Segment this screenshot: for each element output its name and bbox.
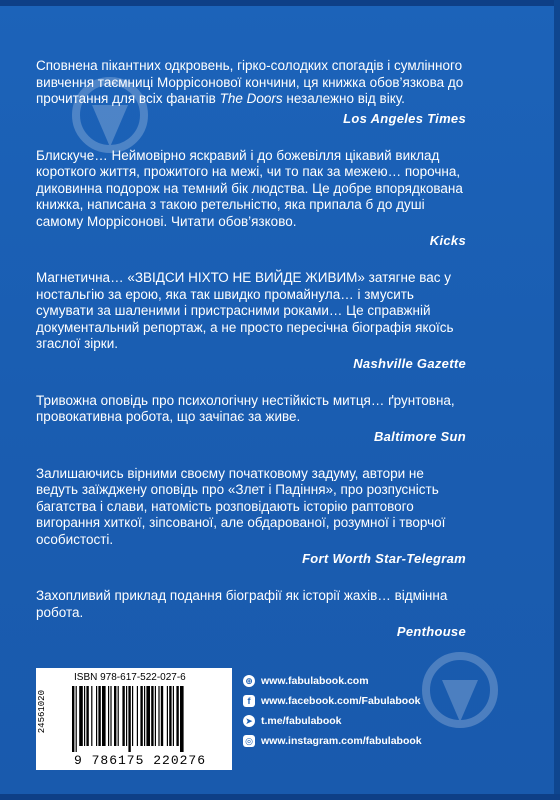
facebook-icon: f	[243, 695, 255, 707]
review-source: Nashville Gazette	[353, 355, 466, 371]
review-source: Los Angeles Times	[343, 110, 466, 126]
social-links	[243, 672, 422, 752]
instagram-icon: ◎	[243, 735, 255, 747]
review-source: Baltimore Sun	[373, 428, 466, 444]
publisher-watermark-icon	[420, 650, 500, 760]
social-link-instagram[interactable]	[243, 732, 422, 750]
isbn-barcode-block	[36, 668, 232, 770]
social-link-text[interactable]: www.facebook.com/Fabulabook	[261, 695, 421, 707]
review-source: Fort Worth Star-Telegram	[302, 551, 466, 566]
barcode-number: 9 786175 220276	[74, 753, 207, 768]
review-item	[36, 466, 466, 567]
barcode-side-code: 24561020	[37, 690, 47, 734]
review-source: Kicks	[429, 233, 466, 248]
isbn-label: ISBN 978-617-522-027-6	[74, 672, 186, 683]
reviews-list	[36, 58, 466, 661]
cover-edge-top	[0, 0, 560, 6]
globe-icon: ⊕	[243, 675, 255, 687]
cover-edge-bottom	[0, 794, 560, 800]
social-link-text[interactable]: www.fabulabook.com	[261, 675, 369, 687]
social-link-facebook[interactable]	[243, 692, 422, 710]
social-link-text[interactable]: t.me/fabulabook	[261, 715, 342, 727]
review-text: Залишаючись вірними своєму початковому задуму, автори не ведуть заїжджену оповідь про «Злет і Падіння», про розпусність багатства і слави, натомість розповідають історію раптового вигорання хиткої, зіпсованої, але обдарованої, розумної і творчої особистості.	[36, 465, 446, 547]
review-text: Блискуче… Неймовірно яскравий і до божевілля цікавий виклад короткого життя, прожитого на межі, чи то пак за межею… порочна, диковинна подорож на темний бік людства. Це добре впорядкована книжка, написана з такою ретельністю, яка припала б до душі самому Моррісонові. Читати обов’язково.	[36, 147, 463, 229]
social-link-text[interactable]: www.instagram.com/fabulabook	[261, 735, 422, 747]
barcode-icon	[48, 686, 228, 752]
review-item	[36, 148, 466, 249]
review-text: Тривожна оповідь про психологічну нестійкість митця… ґрунтовна, провокативна робота, що зачіпає за живе.	[36, 392, 455, 424]
social-link-website[interactable]	[243, 672, 422, 690]
telegram-icon: ➤	[243, 715, 255, 727]
review-item	[36, 393, 466, 444]
review-item	[36, 588, 466, 639]
review-text: Сповнена пікантних одкровень, гірко-солодких спогадів і сумлінного вивчення таємниці Моррісонової кончини, ця книжка обов’язкова до прочитання для всіх фанатів The Doors незалежно від віку.	[36, 58, 464, 106]
review-item	[36, 58, 466, 126]
review-text: Магнетична… «ЗВІДСИ НІХТО НЕ ВИЙДЕ ЖИВИМ» затягне вас у ностальгію за ерою, яка так швидко промайнула… і змусить сумувати за шаленими і пристрасними роками… Це справжній документальний репортаж, а не просто пересічна біографія якоїсь згаслої зірки.	[36, 270, 454, 351]
cover-edge-right	[554, 0, 560, 800]
review-item	[36, 270, 466, 371]
review-source: Penthouse	[396, 624, 466, 639]
social-link-telegram[interactable]	[243, 712, 422, 730]
review-text: Захопливий приклад подання біографії як історії жахів… відмінна робота.	[36, 588, 448, 620]
